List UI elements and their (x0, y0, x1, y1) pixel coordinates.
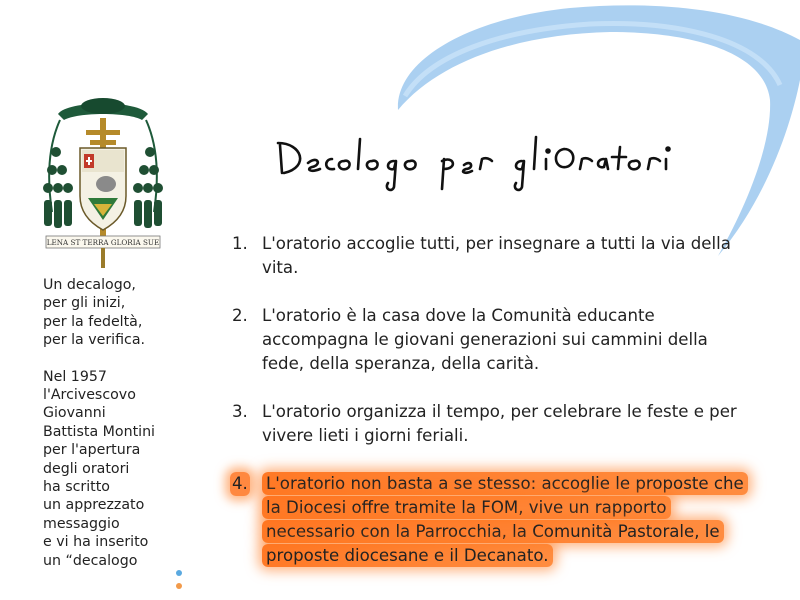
page-title (272, 125, 672, 195)
sidebar-line: per la verifica. (43, 332, 146, 349)
decalogue-item-4-highlighted (232, 472, 752, 568)
sidebar-line: e vi ha inserito (43, 534, 149, 551)
blue-dot-icon (176, 570, 182, 576)
sidebar-line: per gli inizi, (43, 295, 126, 312)
sidebar-line: messaggio (43, 515, 120, 532)
handwritten-title-graphic (272, 125, 672, 195)
decalogue-item-2 (232, 304, 752, 376)
sidebar-paragraph-1 (43, 276, 183, 350)
sidebar-paragraph-2 (43, 368, 183, 570)
item-number: 1. (232, 234, 248, 253)
item-number: 3. (232, 402, 248, 421)
sidebar-line: un “decalogo (43, 552, 138, 569)
decalogue-list (232, 232, 752, 592)
sidebar-line: un apprezzato (43, 497, 145, 514)
sidebar-line: per la fedeltà, (43, 313, 143, 330)
item-text: L'oratorio non basta a se stesso: accoglie le proposte che la Diocesi offre tramite la FOM, vive un rapporto necessario con la Parrocchia, la Comunità Pastorale, le proposte diocesane e il Decanato. (262, 472, 748, 567)
sidebar-line: degli oratori (43, 460, 130, 477)
sidebar-line: Giovanni (43, 405, 106, 422)
coat-of-arms-logo (38, 92, 168, 270)
decalogue-item-3 (232, 400, 752, 448)
item-text: L'oratorio è la casa dove la Comunità educante accompagna le giovani generazioni sui cammini della fede, della speranza, della carità. (262, 306, 708, 373)
sidebar-line: Nel 1957 (43, 368, 107, 385)
item-text: L'oratorio accoglie tutti, per insegnare a tutti la via della vita. (262, 234, 731, 277)
coat-of-arms-motto: LENA ST TERRA GLORIA SUE (46, 238, 160, 247)
sidebar-line: Battista Montini (43, 423, 156, 440)
sidebar-line: per l'apertura (43, 442, 141, 459)
item-number: 4. (230, 472, 250, 496)
decalogue-item-1 (232, 232, 752, 280)
orange-dot-icon (176, 583, 182, 589)
sidebar-line: Un decalogo, (43, 277, 136, 293)
decorative-dots (176, 570, 182, 596)
item-text: L'oratorio organizza il tempo, per celebrare le feste e per vivere lieti i giorni feriali. (262, 402, 737, 445)
sidebar-line: l'Arcivescovo (43, 387, 136, 404)
item-number: 2. (232, 306, 248, 325)
sidebar-line: ha scritto (43, 479, 110, 496)
sidebar-intro-text (43, 276, 183, 570)
